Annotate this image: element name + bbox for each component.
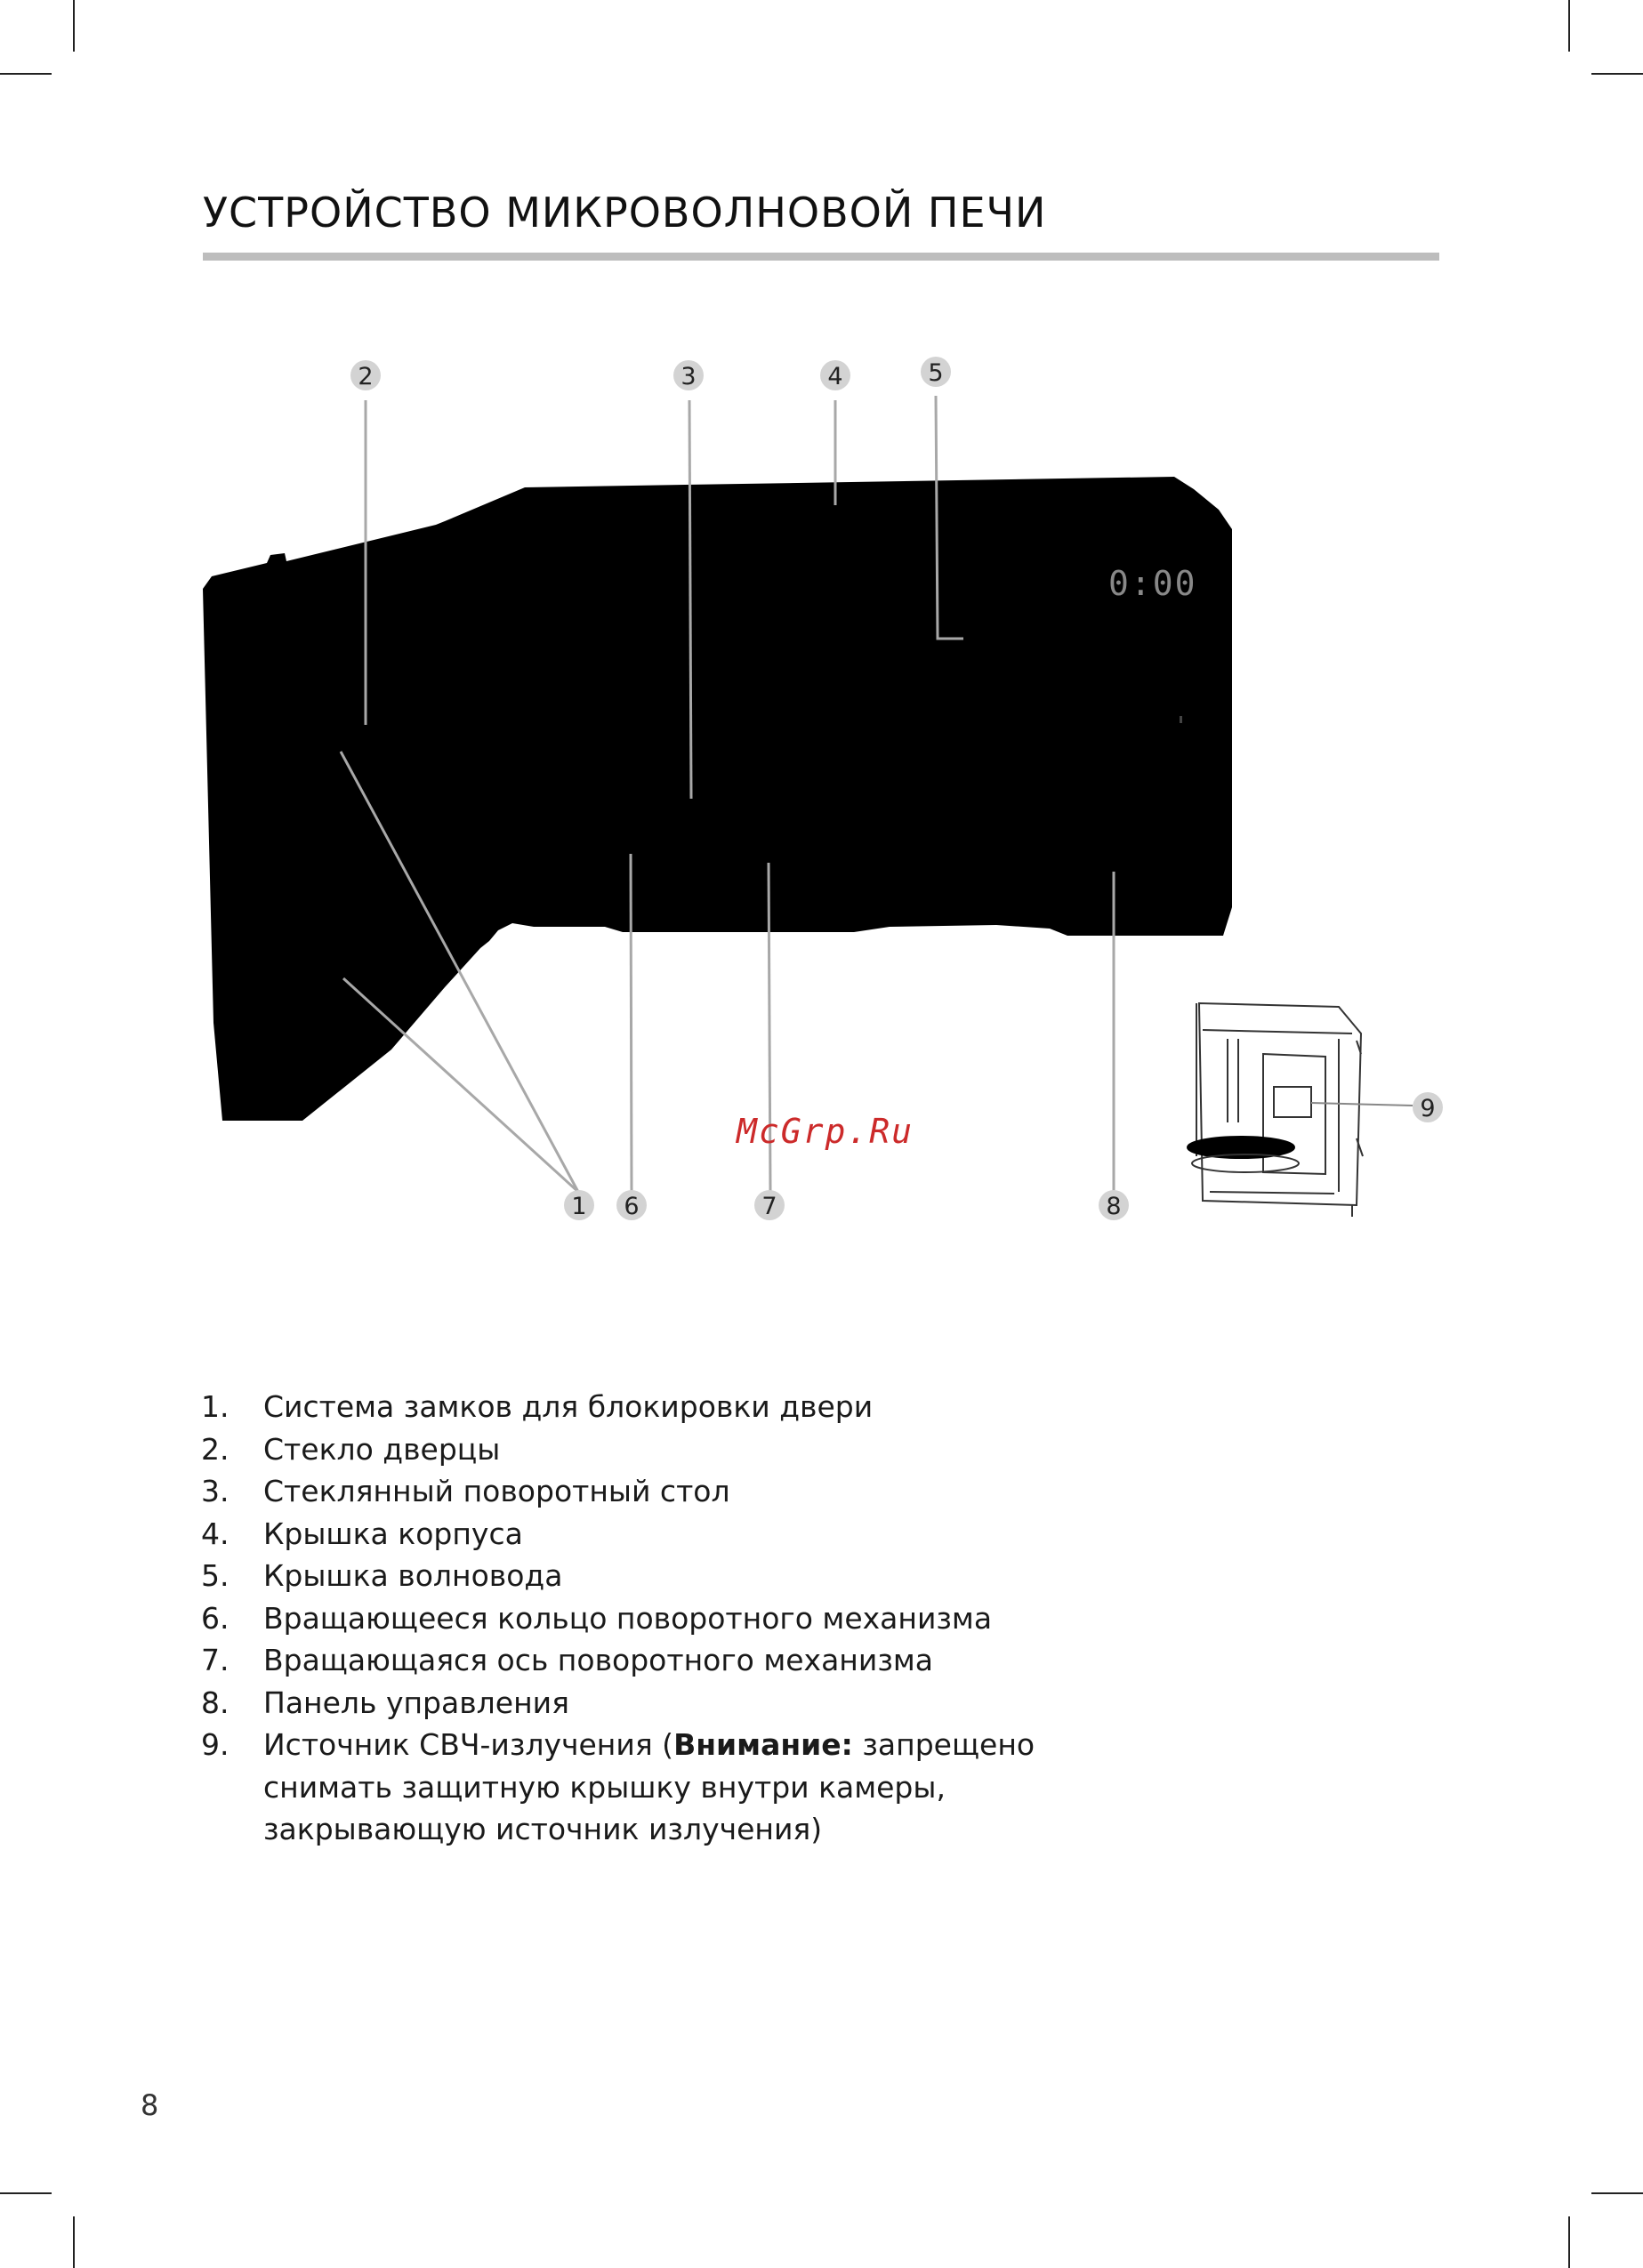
panel-detail [1180,716,1182,723]
svg-text:3: 3 [681,363,697,390]
callout-2 [350,360,381,390]
callout-6 [616,1190,647,1220]
leader-line-1b [343,978,578,1192]
callout-8 [1099,1190,1129,1220]
parts-list [201,1386,1064,1851]
crop-mark [1568,2216,1570,2268]
watermark: McGrp.Ru [737,1112,914,1151]
item-number: 1. [201,1389,230,1424]
leader-line-6 [631,854,632,1192]
list-item [201,1724,1064,1851]
list-item [201,1639,1064,1682]
list-item [201,1428,1064,1471]
svg-text:2: 2 [358,363,374,390]
svg-text:7: 7 [761,1193,777,1220]
waveguide-cover [1274,1087,1311,1117]
item-text: Панель управления [263,1685,569,1720]
list-item [201,1513,1064,1556]
microwave-body [203,477,1232,1121]
item-text: Крышка волновода [263,1558,563,1593]
crop-mark [73,2216,75,2268]
callout-1 [564,1190,594,1220]
svg-text:9: 9 [1420,1095,1436,1122]
item-number: 7. [201,1643,230,1677]
warning-label: Внимание: [673,1727,853,1762]
item-text: Стекло дверцы [263,1431,501,1467]
page-title: УСТРОЙСТВО МИКРОВОЛНОВОЙ ПЕЧИ [203,189,1047,237]
svg-text:5: 5 [928,359,944,387]
item-text-end: запрещено снимать защитную крышку внутри камеры, закрывающую источник излучения) [263,1727,1035,1846]
svg-text:4: 4 [827,363,843,390]
item-number: 8. [201,1685,230,1720]
display-time: 0:00 [1108,564,1197,603]
list-item [201,1682,1064,1725]
item-text: Вращающееся кольцо поворотного механизма [263,1600,993,1636]
callout-7 [754,1190,785,1220]
item-text [263,1724,1064,1851]
page-number: 8 [141,2088,159,2122]
callout-4 [820,360,850,390]
callout-3 [673,360,704,390]
svg-text:6: 6 [624,1193,640,1220]
callout-9 [1413,1092,1443,1122]
item-text: Стеклянный поворотный стол [263,1474,730,1508]
list-item [201,1470,1064,1513]
callout-5 [921,357,951,387]
item-text: Крышка корпуса [263,1516,523,1551]
item-number: 9. [201,1727,230,1762]
leader-line-3 [689,400,691,799]
list-item [201,1555,1064,1597]
crop-mark [0,2192,52,2194]
item-text-start: Источник СВЧ-излучения ( [263,1727,674,1762]
item-number: 3. [201,1474,230,1508]
item-number: 2. [201,1431,230,1467]
list-item [201,1386,1064,1428]
item-text: Система замков для блокировки двери [263,1389,874,1424]
crop-mark [1591,2192,1643,2194]
svg-text:1: 1 [571,1193,587,1220]
cavity-inset [1188,1003,1413,1217]
item-number: 4. [201,1516,230,1551]
item-number: 6. [201,1600,230,1636]
item-number: 5. [201,1558,230,1593]
svg-text:8: 8 [1106,1193,1122,1220]
item-text: Вращающаяся ось поворотного механизма [263,1643,933,1677]
list-item [201,1597,1064,1640]
